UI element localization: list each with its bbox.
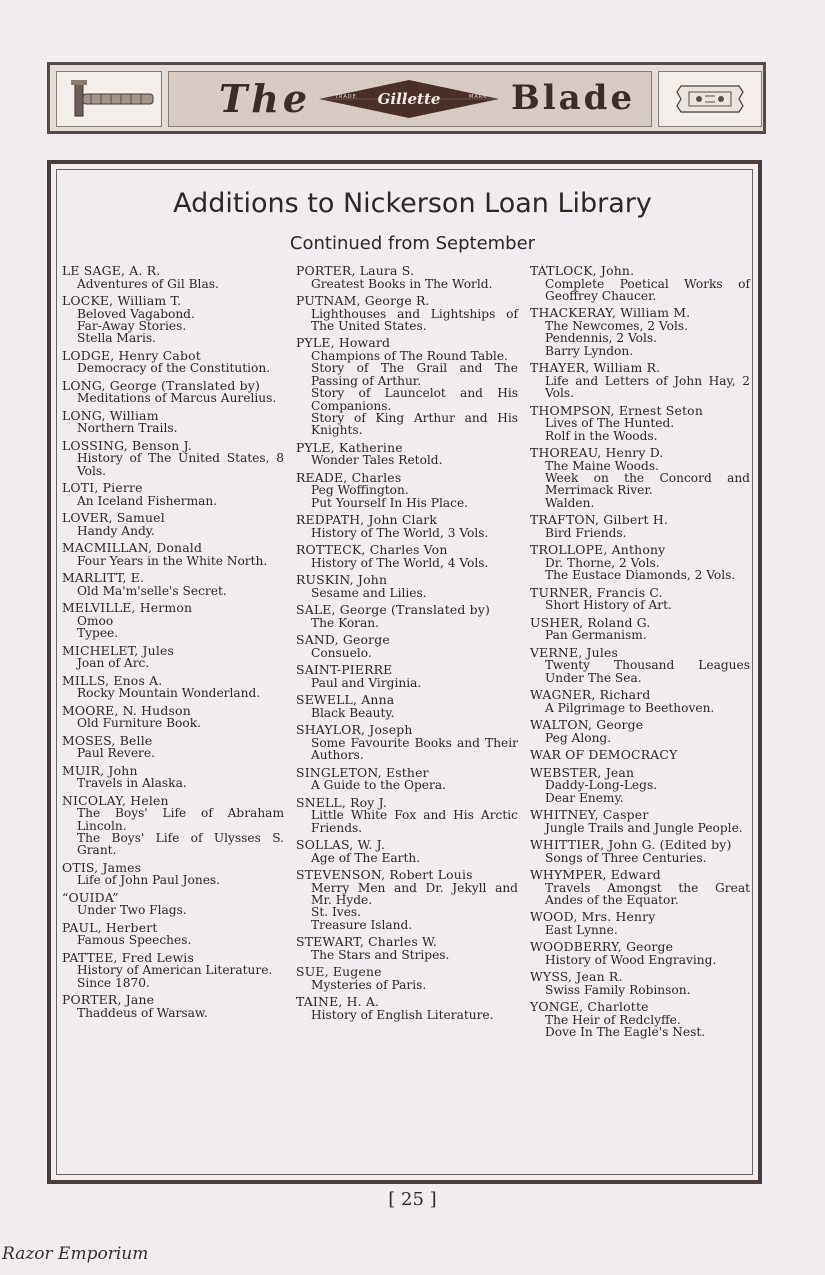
entry-book-title: Northern Trails. (77, 421, 178, 436)
library-entry (62, 407, 284, 436)
entry-book-title: Rolf in the Woods. (545, 428, 658, 443)
library-entry (296, 839, 518, 864)
library-entry (62, 542, 284, 567)
page-number: [ 25 ] (388, 1189, 437, 1210)
entry-book-title: Swiss Family Robinson. (545, 983, 691, 998)
library-entry (296, 694, 518, 719)
entry-author: MOORE, N. Hudson (62, 702, 191, 718)
entry-book-title: History of The United States, 8 Vols. (77, 451, 284, 478)
library-entry (62, 859, 284, 888)
library-entry (296, 514, 518, 539)
entry-author: SAND, George (296, 632, 390, 648)
library-entry (296, 764, 518, 793)
entry-author: LE SAGE, A. R. (62, 263, 161, 278)
library-entry (296, 664, 518, 689)
entry-author: TRAFTON, Gilbert H. (530, 512, 668, 528)
entry-book-title: Story of King Arthur and His Knights. (311, 411, 518, 438)
entry-author: SNELL, Roy J. (296, 794, 387, 810)
column-1 (62, 265, 284, 1024)
entry-book-title: A Pilgrimage to Beethoven. (545, 700, 715, 715)
library-entry (62, 889, 284, 918)
entry-author: LOSSING, Benson J. (62, 437, 192, 453)
library-entry (62, 482, 284, 507)
entry-author: READE, Charles (296, 469, 402, 485)
column-3 (530, 265, 750, 1044)
entry-author: VERNE, Jules (530, 644, 619, 660)
entry-book-title: Sesame and Lilies. (311, 585, 427, 600)
entry-author: LOCKE, William T. (62, 293, 182, 308)
entry-author: TROLLOPE, Anthony (530, 542, 666, 558)
library-entry (62, 642, 284, 671)
entry-book-title: The Boys' Life of Abraham Lincoln. (77, 806, 284, 833)
entry-author: TURNER, Francis C. (530, 584, 663, 600)
entry-author: MELVILLE, Hermon (62, 600, 193, 616)
entry-book-title: Four Years in the White North. (77, 553, 268, 568)
entry-book-title: Walden. (545, 495, 595, 510)
library-entry (530, 941, 750, 966)
entry-book-title: The Heir of Redclyffe. (545, 1013, 681, 1028)
entry-author: SAINT-PIERRE (296, 662, 393, 678)
entry-author: LONG, George (Translated by) (62, 377, 261, 393)
entry-author: OTIS, James (62, 859, 142, 875)
library-entry (62, 347, 284, 376)
entry-book-title: History of English Literature. (311, 1007, 494, 1022)
entry-book-title: Handy Andy. (77, 523, 155, 538)
entry-author: WALTON, George (530, 717, 644, 733)
library-entry (296, 936, 518, 961)
entry-author: MUIR, John (62, 762, 138, 778)
library-entry (62, 702, 284, 731)
library-entry (62, 792, 284, 858)
entry-book-title: The Newcomes, 2 Vols. (545, 319, 688, 333)
trade-label: TRADE (335, 94, 357, 100)
library-entry (530, 447, 750, 509)
safety-razor-icon (57, 72, 161, 126)
entry-book-title: Thaddeus of Warsaw. (77, 1005, 208, 1020)
entry-book-title: Adventures of Gil Blas. (77, 276, 219, 291)
library-entry (296, 574, 518, 599)
entry-book-title: The Maine Woods. (545, 458, 659, 473)
razor-illustration-panel (56, 71, 162, 127)
entry-author: NICOLAY, Helen (62, 792, 169, 808)
entry-book-title: Short History of Art. (545, 598, 672, 613)
entry-book-title: Old Ma'm'selle's Secret. (77, 583, 227, 598)
entry-author: SALE, George (Translated by) (296, 602, 491, 618)
library-entry (62, 672, 284, 701)
entry-book-title: Under Two Flags. (77, 903, 187, 918)
entry-book-title: Far-Away Stories. (77, 319, 187, 333)
library-entry (62, 295, 284, 345)
entry-book-title: Life of John Paul Jones. (77, 873, 221, 888)
library-entry (296, 869, 518, 931)
entry-book-title: The Koran. (311, 615, 379, 630)
library-entry (530, 689, 750, 714)
library-entry (530, 514, 750, 539)
entry-book-title: The Stars and Stripes. (311, 947, 450, 962)
entry-book-title: Stella Maris. (77, 331, 156, 346)
entry-author: PORTER, Laura S. (296, 263, 415, 278)
library-entry (530, 584, 750, 613)
entry-author: LONG, William (62, 407, 159, 423)
entry-book-title: The Eustace Diamonds, 2 Vols. (545, 568, 736, 583)
gillette-brand-name: Gillette (377, 90, 441, 108)
entry-author: PAUL, Herbert (62, 919, 158, 935)
entry-author: WEBSTER, Jean (530, 764, 635, 780)
entry-book-title: Consuelo. (311, 645, 372, 660)
entry-book-title: Dear Enemy. (545, 790, 624, 805)
entry-author: LODGE, Henry Cabot (62, 347, 201, 363)
entry-book-title: Beloved Vagabond. (77, 306, 195, 321)
library-entry (296, 544, 518, 569)
library-entry (530, 614, 750, 643)
entry-book-title: The Boys' Life of Ulysses S. Grant. (77, 831, 284, 858)
entry-author: THACKERAY, William M. (530, 305, 691, 321)
entry-book-title: History of American Literature. (77, 963, 273, 978)
library-entry (62, 994, 284, 1019)
mark-label: MARK (469, 94, 488, 100)
library-entry (530, 719, 750, 744)
entry-book-title: Treasure Island. (311, 917, 413, 932)
blade-illustration-panel (658, 71, 762, 127)
library-entry (530, 911, 750, 936)
library-entry (530, 265, 750, 302)
library-entry (62, 572, 284, 597)
entry-book-title: Life and Letters of John Hay, 2 Vols. (545, 373, 750, 401)
entry-book-title: Typee. (77, 626, 119, 641)
library-entry (530, 749, 750, 762)
entry-book-title: Democracy of the Constitution. (77, 361, 271, 376)
entry-author: WAGNER, Richard (530, 687, 651, 703)
watermark: Razor Emporium (2, 1244, 149, 1264)
library-entry (62, 265, 284, 290)
entry-book-title: Dr. Thorne, 2 Vols. (545, 555, 660, 570)
entry-author: WOODBERRY, George (530, 939, 674, 955)
library-entry (296, 724, 518, 761)
entry-book-title: Since 1870. (77, 975, 150, 990)
library-entry (530, 971, 750, 996)
library-entry (62, 512, 284, 537)
library-entry (62, 602, 284, 639)
entry-book-title: East Lynne. (545, 923, 618, 938)
banner-the-word: The (219, 76, 312, 121)
entry-book-title: Age of The Earth. (311, 850, 421, 865)
entry-author: SHAYLOR, Joseph (296, 722, 413, 738)
page-title: Additions to Nickerson Loan Library (173, 188, 652, 219)
entry-author: THAYER, William R. (530, 360, 661, 376)
entry-book-title: Black Beauty. (311, 705, 395, 720)
entry-author: REDPATH, John Clark (296, 512, 438, 528)
library-entry (530, 764, 750, 805)
library-entry (296, 794, 518, 835)
entry-book-title: Daddy-Long-Legs. (545, 778, 658, 793)
entry-book-title: Greatest Books in The World. (311, 276, 493, 291)
page-subtitle: Continued from September (289, 233, 536, 254)
entry-book-title: Pendennis, 2 Vols. (545, 331, 658, 346)
title-panel (168, 71, 652, 127)
entry-author: TAINE, H. A. (296, 994, 380, 1010)
entry-book-title: Songs of Three Centuries. (545, 850, 707, 865)
entry-book-title: Famous Speeches. (77, 933, 192, 948)
entry-author: RUSKIN, John (296, 572, 388, 588)
entry-book-title: Wonder Tales Retold. (311, 453, 443, 468)
library-entry (530, 544, 750, 581)
entry-author: LOVER, Samuel (62, 510, 165, 526)
entry-author: USHER, Roland G. (530, 614, 651, 630)
entry-book-title: Peg Along. (545, 730, 612, 745)
entry-book-title: Merry Men and Dr. Jekyll and Mr. Hyde. (311, 880, 518, 908)
entry-author: MOSES, Belle (62, 732, 153, 748)
entry-author: THOMPSON, Ernest Seton (530, 402, 704, 418)
entry-book-title: Put Yourself In His Place. (311, 495, 469, 510)
library-entry (296, 634, 518, 659)
library-entry (296, 966, 518, 991)
entry-book-title: Joan of Arc. (77, 656, 150, 671)
entry-book-title: Paul and Virginia. (311, 675, 422, 690)
entry-book-title: Pan Germanism. (545, 628, 647, 643)
library-entry (296, 439, 518, 468)
entry-book-title: Complete Poetical Works of Geoffrey Chaucer. (545, 276, 750, 303)
entry-author: PATTEE, Fred Lewis (62, 949, 195, 965)
entry-book-title: History of The World, 4 Vols. (311, 555, 489, 570)
entry-book-title: History of The World, 3 Vols. (311, 525, 489, 540)
library-entry (62, 762, 284, 791)
entry-book-title: Meditations of Marcus Aurelius. (77, 391, 277, 406)
entry-book-title: Barry Lyndon. (545, 343, 634, 358)
entry-book-title: Peg Woffington. (311, 483, 409, 498)
entry-author: THOREAU, Henry D. (530, 445, 664, 461)
entry-author: WAR OF DEMOCRACY (530, 747, 678, 763)
entry-author: MICHELET, Jules (62, 642, 175, 658)
masthead-banner (47, 62, 766, 134)
entry-book-title: Some Favourite Books and Their Authors. (311, 735, 518, 763)
entry-author: “OUIDA” (62, 889, 119, 905)
library-entry (530, 839, 750, 864)
entry-author: MILLS, Enos A. (62, 672, 163, 688)
entry-author: YONGE, Charlotte (530, 999, 649, 1015)
entry-book-title: Mysteries of Paris. (311, 977, 427, 992)
library-entry (530, 362, 750, 399)
banner-blade-word: Blade (511, 78, 636, 118)
entry-book-title: Travels Amongst the Great Andes of the Equator. (545, 880, 750, 908)
entry-book-title: Paul Revere. (77, 746, 155, 761)
library-entry (530, 644, 750, 685)
entry-author: STEVENSON, Robert Louis (296, 867, 473, 883)
entry-book-title: Dove In The Eagle's Nest. (545, 1025, 706, 1040)
entry-book-title: Story of Launcelot and His Companions. (311, 386, 518, 413)
entry-author: MARLITT, E. (62, 570, 145, 586)
entry-author: SOLLAS, W. J. (296, 837, 385, 853)
entry-author: PYLE, Howard (296, 335, 391, 351)
library-entry (62, 949, 284, 990)
library-entry (530, 809, 750, 834)
library-entry (62, 919, 284, 948)
library-entry (296, 469, 518, 510)
entry-author: ROTTECK, Charles Von (296, 542, 448, 558)
library-entry (62, 437, 284, 478)
entry-author: SEWELL, Anna (296, 692, 395, 708)
entry-author: STEWART, Charles W. (296, 934, 437, 950)
entry-book-title: History of Wood Engraving. (545, 953, 717, 968)
entry-author: WHYMPER, Edward (530, 867, 661, 883)
entry-author: SINGLETON, Esther (296, 764, 429, 780)
entry-book-title: Lighthouses and Lightships of The United States. (311, 306, 518, 333)
entry-book-title: Twenty Thousand Leagues Under The Sea. (545, 658, 750, 685)
entry-author: PORTER, Jane (62, 992, 155, 1008)
library-entry (296, 295, 518, 332)
entry-author: WYSS, Jean R. (530, 969, 623, 985)
entry-book-title: Jungle Trails and Jungle People. (545, 820, 743, 835)
entry-book-title: Rocky Mountain Wonderland. (77, 686, 261, 701)
entry-book-title: A Guide to the Opera. (311, 778, 446, 793)
column-2 (296, 265, 518, 1026)
entry-author: WHITNEY, Casper (530, 807, 649, 823)
entry-book-title: Little White Fox and His Arctic Friends. (311, 808, 518, 835)
library-entry (530, 869, 750, 906)
entry-author: PUTNAM, George R. (296, 293, 430, 308)
entry-book-title: Story of The Grail and The Passing of Arthur. (311, 361, 518, 388)
entry-author: TATLOCK, John. (530, 263, 635, 278)
entry-book-title: An Iceland Fisherman. (77, 493, 218, 508)
library-entry (296, 996, 518, 1021)
entry-author: MACMILLAN, Donald (62, 540, 203, 556)
entry-author: WHITTIER, John G. (Edited by) (530, 837, 732, 853)
entry-author: WOOD, Mrs. Henry (530, 909, 656, 925)
entry-book-title: Champions of The Round Table. (311, 349, 508, 363)
entry-book-title: Lives of The Hunted. (545, 416, 675, 431)
entry-book-title: St. Ives. (311, 905, 362, 920)
library-entry (296, 337, 518, 436)
library-entry (530, 307, 750, 357)
entry-book-title: Travels in Alaska. (77, 776, 187, 791)
library-entry (296, 265, 518, 290)
entry-book-title: Week on the Concord and Merrimack River. (545, 471, 750, 498)
entry-book-title: Bird Friends. (545, 525, 627, 540)
library-entry (296, 604, 518, 629)
library-entry (62, 732, 284, 761)
entry-book-title: Omoo (77, 613, 114, 628)
library-entry (62, 377, 284, 406)
library-entry (530, 1001, 750, 1038)
library-entry (530, 402, 750, 443)
entry-author: PYLE, Katherine (296, 439, 403, 455)
entry-author: SUE, Eugene (296, 964, 382, 980)
entry-author: LOTI, Pierre (62, 480, 143, 496)
razor-blade-icon (659, 72, 761, 126)
entry-book-title: Old Furniture Book. (77, 716, 201, 731)
